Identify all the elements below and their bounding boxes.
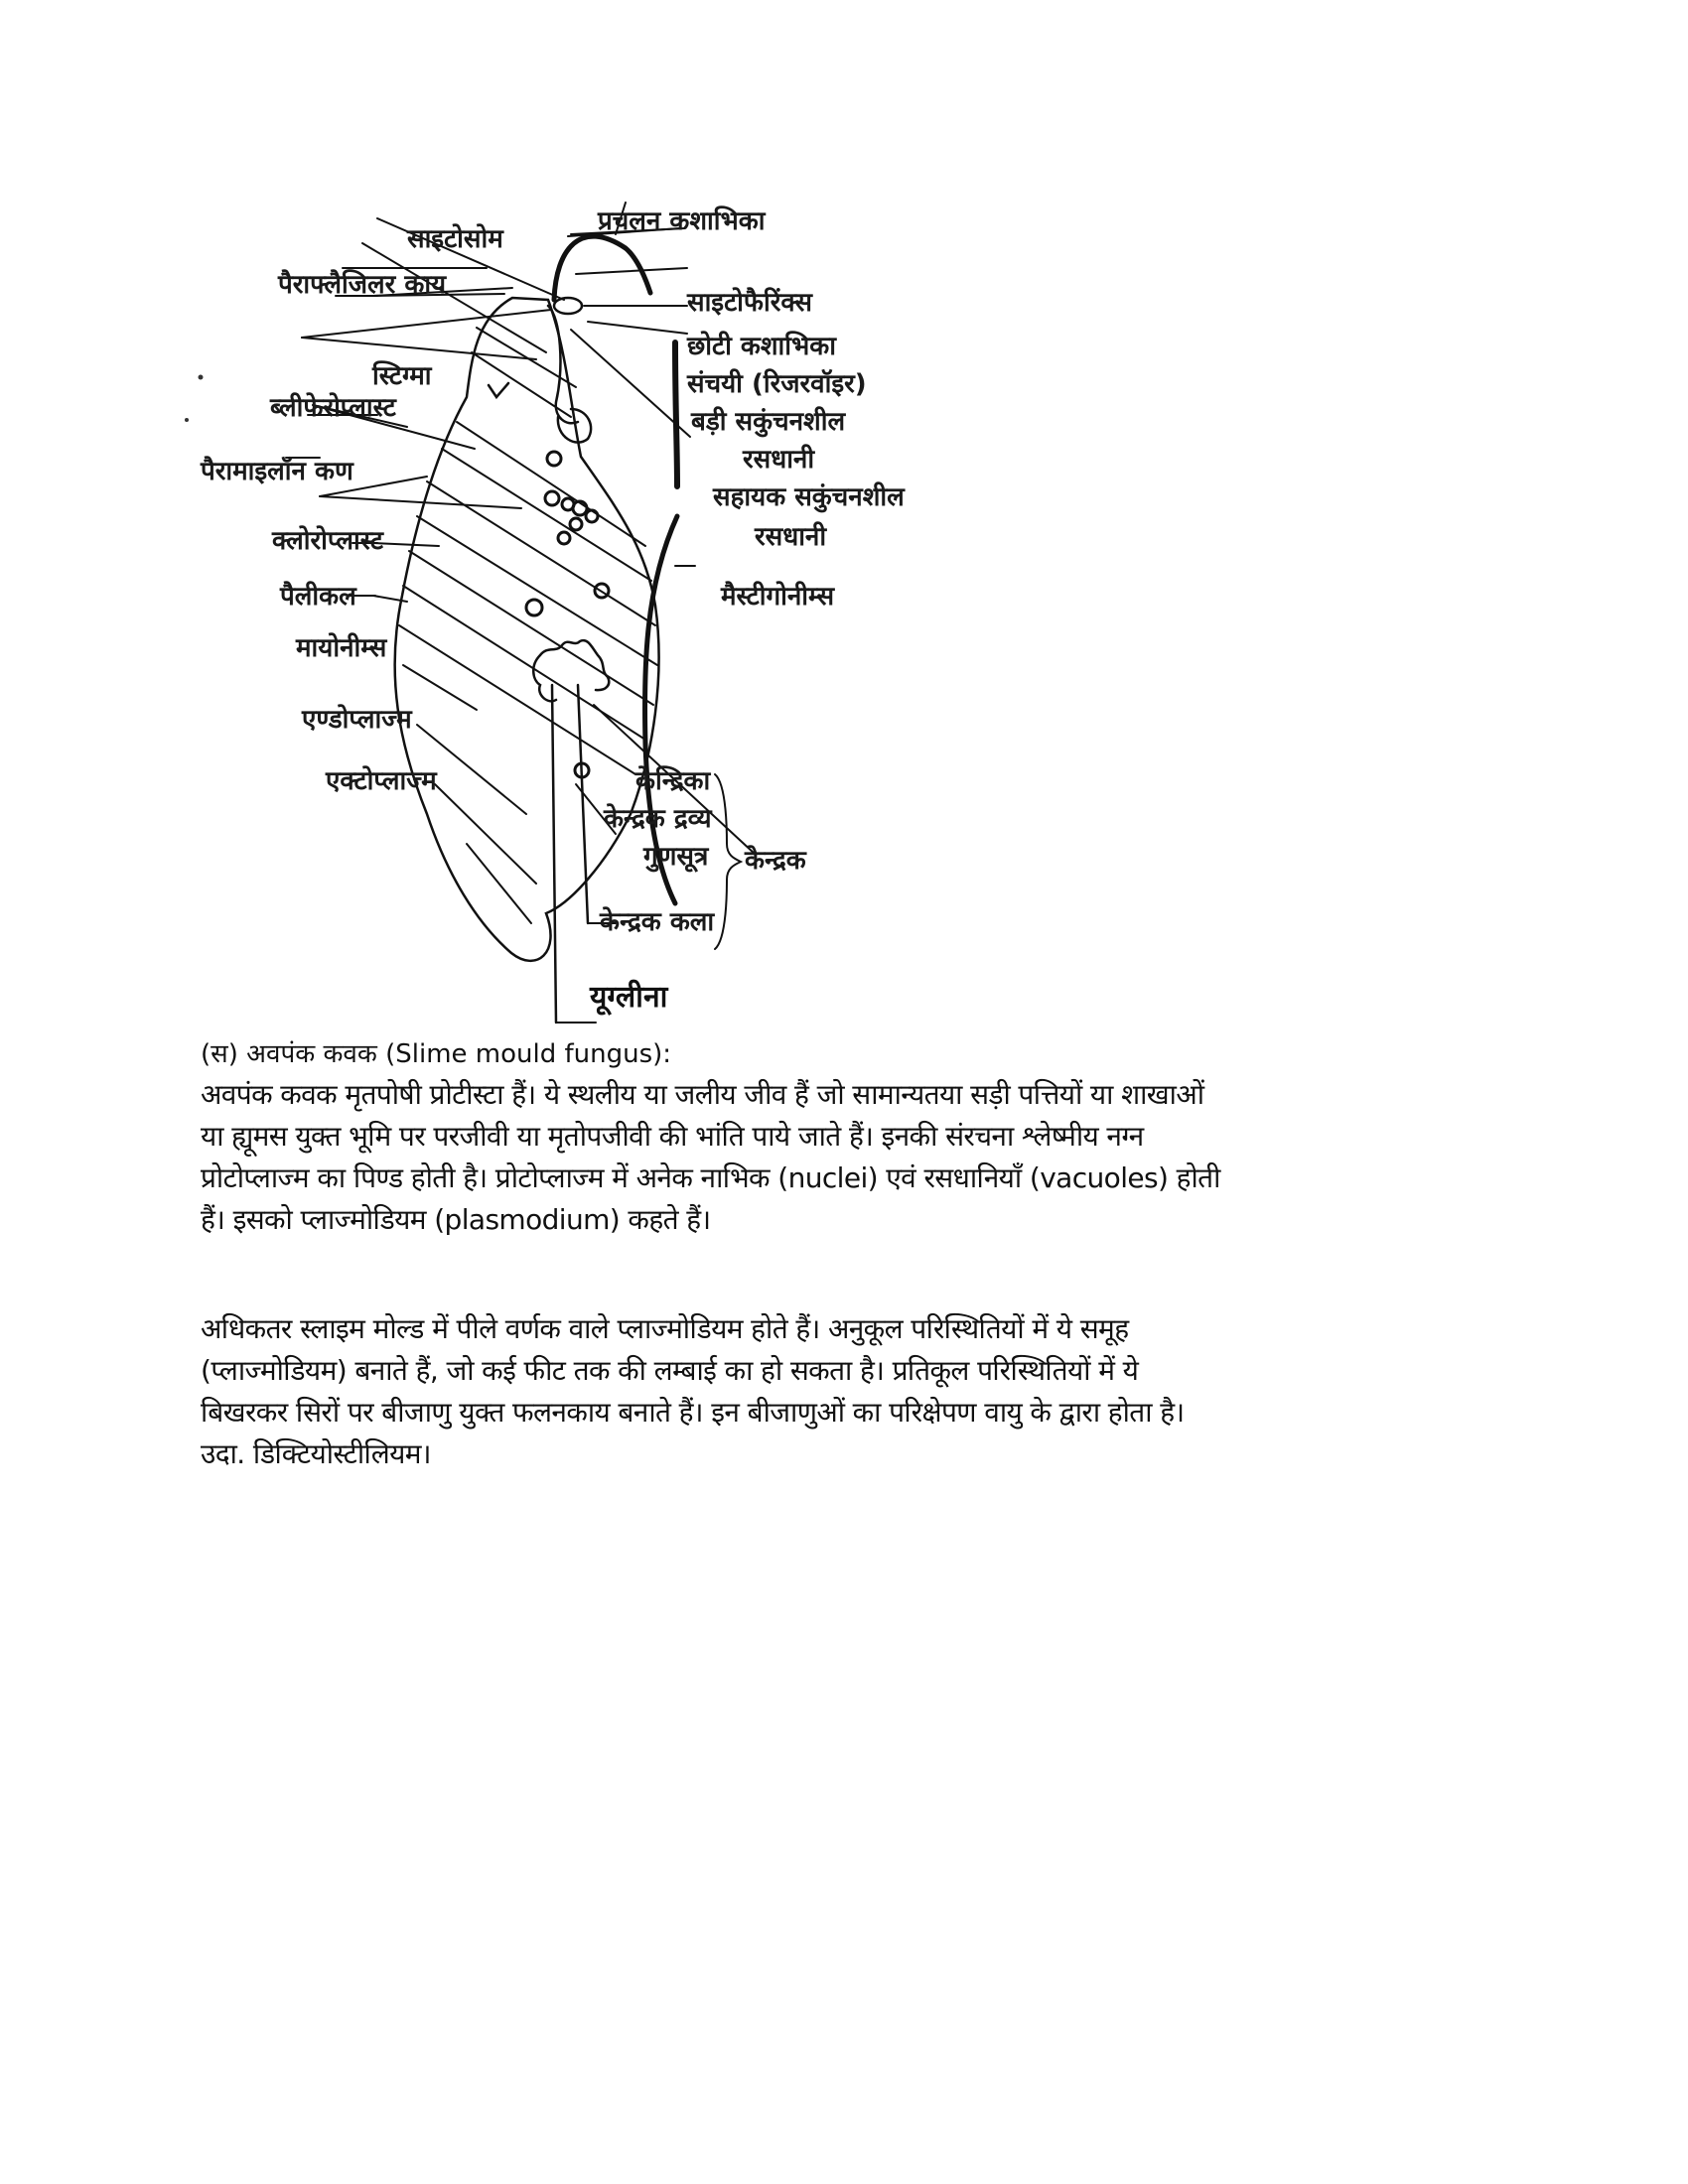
label-ectoplasm: एक्टोप्लाज्म: [326, 766, 437, 796]
label-nuclear-membrane: केन्द्रक कला: [600, 907, 715, 937]
label-accessory-contractile-vacuole-1: सहायक सकुंचनशील: [713, 482, 905, 512]
label-nucleoplasm: केन्द्रक द्रव्य: [604, 804, 712, 834]
label-endoplasm: एण्डोप्लाज्म: [302, 705, 412, 735]
label-chromosome: गुणसूत्र: [643, 842, 709, 872]
label-large-contractile-vacuole-1: बड़ी सकुंचनशील: [691, 407, 846, 437]
label-paramylon-granules: पैरामाइलॉन कण: [201, 457, 353, 486]
paragraph-1-line: हैं। इसको प्लाज्मोडियम (plasmodium) कहते हैं।: [201, 1203, 711, 1236]
label-pellicle: पैलीकल: [280, 582, 356, 612]
paragraph-2-line: उदा. डिक्टियोस्टीलियम।: [201, 1437, 431, 1470]
label-accessory-contractile-vacuole-2: रसधानी: [755, 522, 827, 552]
paragraph-1-line: या ह्यूमस युक्त भूमि पर परजीवी या मृतोपजीवी की भांति पाये जाते हैं। इनकी संरचना श्लेष्मीय नग्न: [201, 1120, 1144, 1153]
paragraph-1-line: अवपंक कवक मृतपोषी प्रोटीस्टा हैं। ये स्थलीय या जलीय जीव हैं जो सामान्यतया सड़ी पत्तियों या शाखाओं: [201, 1078, 1204, 1111]
paragraph-2: [201, 1308, 1511, 1475]
label-stigma: स्टिग्मा: [372, 361, 432, 391]
label-cytosome: साइटोसोम: [407, 224, 503, 254]
label-large-contractile-vacuole-2: रसधानी: [743, 445, 815, 475]
label-nucleolus: केन्द्रिका: [635, 766, 711, 796]
label-myonemes: मायोनीम्स: [296, 633, 387, 663]
label-cytopharynx: साइटोफैरिंक्स: [687, 288, 812, 318]
paragraph-2-line: बिखरकर सिरों पर बीजाणु युक्त फलनकाय बनाते हैं। इन बीजाणुओं का परिक्षेपण वायु के द्वारा होता है।: [201, 1396, 1185, 1429]
label-short-flagellum: छोटी कशाभिका: [687, 332, 836, 361]
label-locomotory-flagellum: प्रचलन कशाभिका: [598, 206, 766, 236]
label-blepharoplast: ब्लीफेरोप्लास्ट: [270, 393, 396, 423]
paragraph-2-line: (प्लाज्मोडियम) बनाते हैं, जो कई फीट तक की लम्बाई का हो सकता है। प्रतिकूल परिस्थितियों में ये: [201, 1354, 1139, 1387]
label-nucleus: केन्द्रक: [745, 846, 806, 876]
paragraph-1: [201, 1074, 1511, 1241]
paragraph-1-line: प्रोटोप्लाज्म का पिण्ड होती है। प्रोटोप्लाज्म में अनेक नाभिक (nuclei) एवं रसधानियाँ (vacuoles) होती: [201, 1161, 1220, 1194]
section-heading: (स) अवपंक कवक (Slime mould fungus):: [201, 1039, 672, 1069]
label-mastigonemes: मैस्टीगोनीम्स: [721, 582, 835, 612]
label-paraflagellar-body: पैराफ्लैजिलर काय: [278, 270, 447, 300]
euglena-diagram: [179, 189, 1033, 1032]
paragraph-2-line: अधिकतर स्लाइम मोल्ड में पीले वर्णक वाले प्लाज्मोडियम होते हैं। अनुकूल परिस्थितियों में ये समूह: [201, 1312, 1129, 1345]
label-reservoir: संचयी (रिजरवॉइर): [687, 369, 867, 399]
figure-caption: यूग्लीना: [590, 980, 668, 1015]
label-chloroplast: क्लोरोप्लास्ट: [272, 526, 383, 556]
